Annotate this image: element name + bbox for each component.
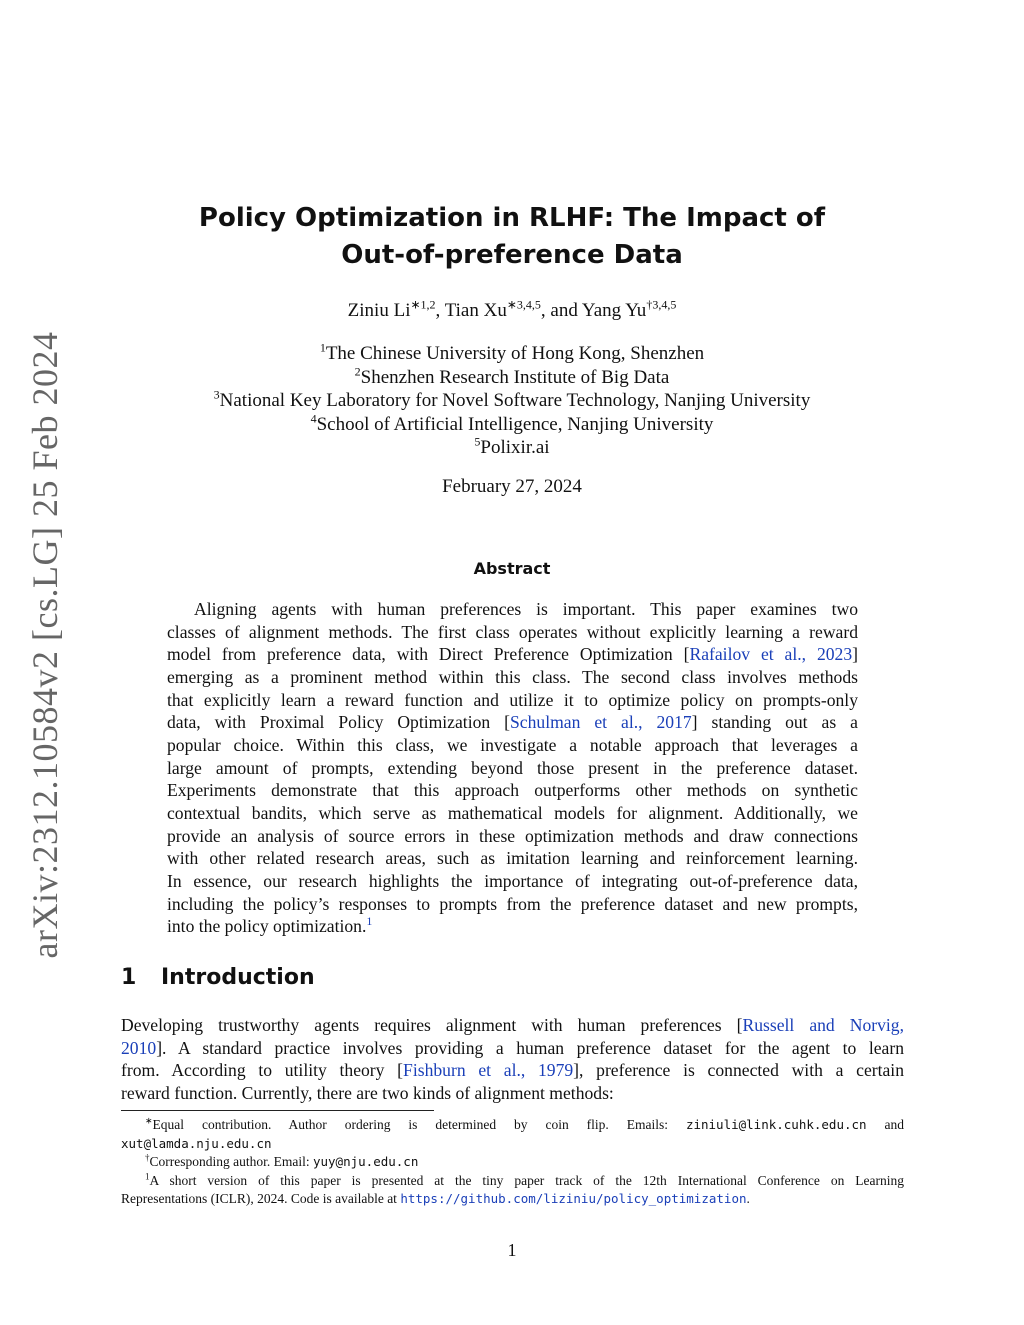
abstract-body xyxy=(167,598,858,938)
publication-date: February 27, 2024 xyxy=(442,476,582,497)
email-address: ziniuli@link.cuhk.edu.cn xyxy=(685,1117,867,1132)
intro-line: reward function. Currently, there are two kinds of alignment methods: xyxy=(121,1082,614,1103)
abstract-line: that explicitly learn a reward function and utilize it to optimize policy on prompts-only xyxy=(167,689,858,710)
affiliation xyxy=(0,389,1024,413)
footnotes xyxy=(121,1116,904,1209)
abstract-line: including the policy’s responses to prompts from the preference dataset and new prompts, xyxy=(167,893,858,914)
author-affil-sup: ∗3,4,5 xyxy=(506,297,541,312)
email-address: yuy@nju.edu.cn xyxy=(312,1154,419,1169)
footnote-line xyxy=(121,1153,904,1172)
title-line-2: Out-of-preference Data xyxy=(341,240,683,270)
author-name: Yang Yu xyxy=(581,300,647,321)
footnote-marker-link[interactable]: 1 xyxy=(366,914,373,929)
citation-link[interactable]: 2010 xyxy=(121,1037,157,1058)
affiliation xyxy=(0,366,1024,390)
abstract-heading: Abstract xyxy=(473,559,551,578)
affiliation-text: Polixir.ai xyxy=(480,437,550,458)
abstract-text: ] standing out as a xyxy=(691,712,858,733)
abstract-line: contextual bandits, which serve as mathematical models for alignment. Additionally, we xyxy=(167,802,858,823)
author-affil-sup: ∗1,2 xyxy=(410,297,436,312)
intro-line xyxy=(121,1059,904,1082)
footnote-line xyxy=(121,1190,904,1209)
intro-text: Developing trustworthy agents requires alignment with human preferences [ xyxy=(121,1015,743,1035)
arxiv-identifier: arXiv:2312.10584v2 [cs.LG] 25 Feb 2024 xyxy=(25,331,65,959)
abstract-line: Experiments demonstrate that this approach outperforms other methods on synthetic xyxy=(167,780,858,801)
footnote-text: Equal contribution. Author ordering is determined by coin flip. Emails: xyxy=(152,1117,668,1132)
affiliation-sup: 2 xyxy=(354,364,361,379)
affiliation-text: National Key Laboratory for Novel Software Technology, Nanjing University xyxy=(219,390,811,411)
affiliation-sup: 5 xyxy=(474,434,481,449)
section-title: Introduction xyxy=(161,965,315,990)
abstract-line: large amount of prompts, extending beyond those present in the preference dataset. xyxy=(167,757,858,778)
author-list xyxy=(0,299,1024,323)
intro-text: from. According to utility theory [ xyxy=(121,1060,404,1080)
author-separator: , xyxy=(435,300,445,321)
citation-link[interactable]: Rafailov et al., 2023 xyxy=(689,644,853,665)
footnote-line xyxy=(121,1172,904,1191)
code-repo-link[interactable]: https://github.com/liziniu/policy_optimization xyxy=(400,1191,747,1206)
affiliation xyxy=(0,436,1024,460)
citation-link[interactable]: Russell and Norvig, xyxy=(742,1015,904,1035)
affiliation xyxy=(0,342,1024,366)
abstract-text: into the policy optimization. xyxy=(167,916,367,937)
title-line-1: Policy Optimization in RLHF: The Impact of xyxy=(198,203,826,233)
author-affil-sup: †3,4,5 xyxy=(646,297,677,312)
affiliation-sup: 1 xyxy=(319,340,326,355)
abstract-text: ] xyxy=(852,644,859,665)
footnote-text: . xyxy=(746,1191,750,1206)
abstract-line: emerging as a prominent method within this class. The second class involves methods xyxy=(167,666,858,687)
abstract-text: model from preference data, with Direct Preference Optimization [ xyxy=(167,644,690,665)
footnote-text: Corresponding author. Email: xyxy=(149,1154,310,1169)
abstract-line: classes of alignment methods. The first class operates without explicitly learning a reward xyxy=(167,621,858,642)
citation-link[interactable]: Schulman et al., 2017 xyxy=(510,712,692,733)
section-number: 1 xyxy=(121,965,137,990)
intro-text: ]. A standard practice involves providing a human preference dataset for the agent to learn xyxy=(156,1037,904,1058)
footnote-line xyxy=(121,1116,904,1135)
intro-line xyxy=(121,1037,904,1060)
author-separator: , and xyxy=(540,300,582,321)
footnote-text: A short version of this paper is presented at the tiny paper track of the 12th International Conference on Learning xyxy=(149,1172,904,1188)
page-number: 1 xyxy=(507,1240,517,1260)
paper-title xyxy=(0,200,1024,274)
email-address: xut@lamda.nju.edu.cn xyxy=(121,1135,272,1151)
affiliation-text: The Chinese University of Hong Kong, Shenzhen xyxy=(325,343,705,364)
affiliation-text: School of Artificial Intelligence, Nanjing University xyxy=(316,413,714,435)
affiliation xyxy=(0,413,1024,437)
footnote-divider xyxy=(121,1110,434,1111)
footnote-sup: 1 xyxy=(145,1171,150,1181)
abstract-text: data, with Proximal Policy Optimization [ xyxy=(167,712,511,733)
intro-text: ], preference is connected with a certain xyxy=(573,1060,904,1080)
abstract-line: In essence, our research highlights the importance of integrating out-of-preference data, xyxy=(167,870,858,891)
abstract-line: with other related research areas, such as imitation learning and reinforcement learning. xyxy=(167,848,858,869)
footnote-line xyxy=(121,1135,904,1154)
abstract-line xyxy=(167,643,858,666)
footnote-sup: ∗ xyxy=(145,1115,153,1126)
affiliation-sup: 4 xyxy=(310,411,317,426)
intro-line xyxy=(121,1014,904,1037)
abstract-line xyxy=(167,915,858,938)
abstract-line: Aligning agents with human preferences is important. This paper examines two xyxy=(194,599,858,619)
intro-paragraph xyxy=(121,1014,904,1104)
abstract-line: provide an analysis of source errors in these optimization methods and draw connections xyxy=(167,825,858,846)
abstract-line xyxy=(167,711,858,734)
affiliation-list xyxy=(0,342,1024,460)
section-heading xyxy=(121,965,315,990)
affiliation-sup: 3 xyxy=(213,387,220,402)
footnote-sup: † xyxy=(145,1152,150,1163)
footnote-text: and xyxy=(884,1117,905,1132)
author-name: Ziniu Li xyxy=(347,300,411,321)
abstract-line: popular choice. Within this class, we investigate a notable approach that leverages a xyxy=(167,734,858,755)
footnote-text: Representations (ICLR), 2024. Code is available at xyxy=(121,1191,397,1206)
affiliation-text: Shenzhen Research Institute of Big Data xyxy=(360,366,670,388)
author-name: Tian Xu xyxy=(444,300,507,321)
citation-link[interactable]: Fishburn et al., 1979 xyxy=(403,1060,574,1080)
